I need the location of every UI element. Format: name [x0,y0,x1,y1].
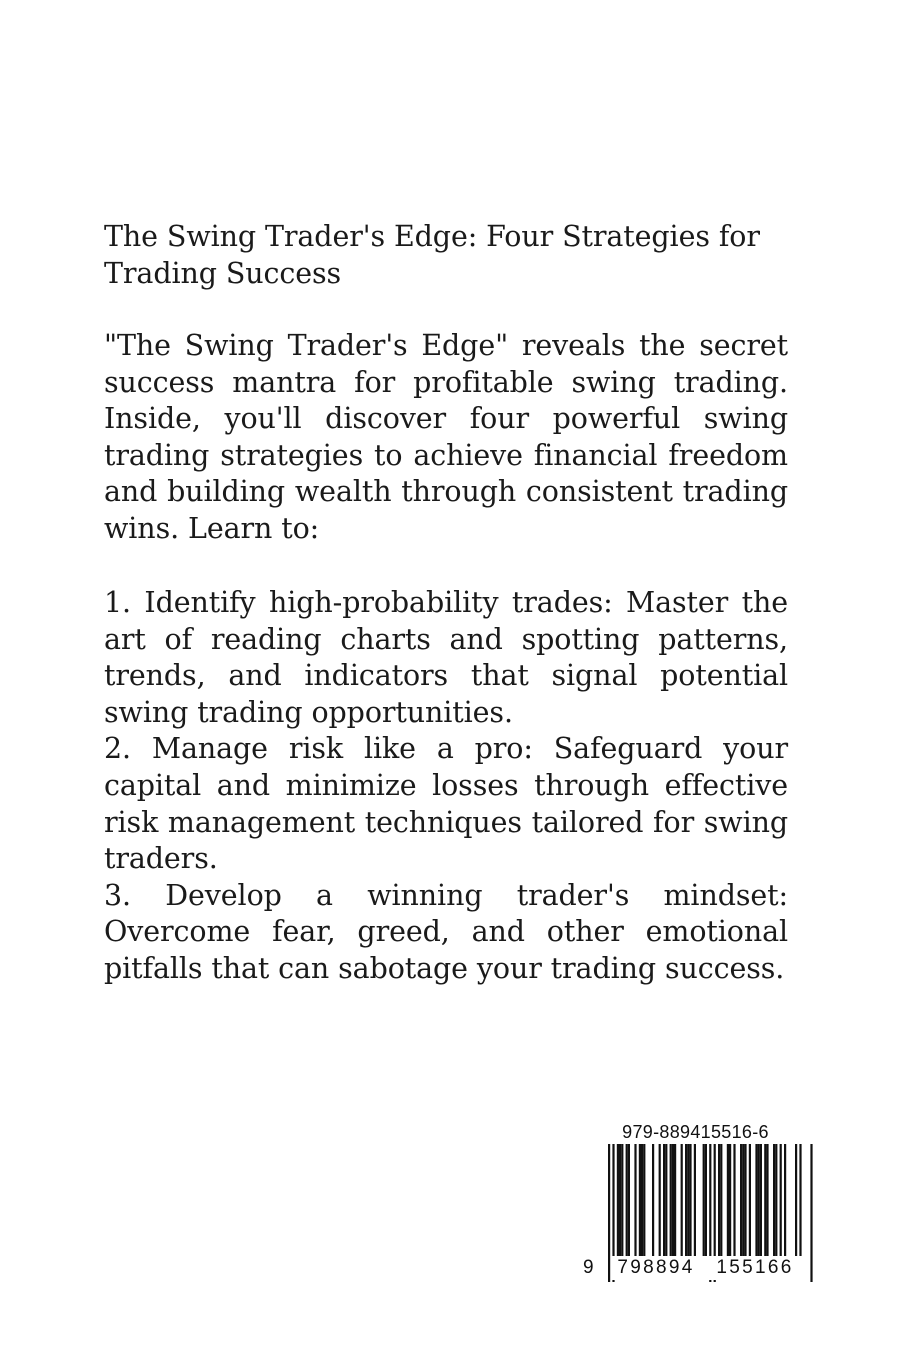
barcode-bar [758,1144,760,1256]
barcode-bar [665,1144,667,1256]
barcode-bar [744,1144,746,1256]
barcode-bar [672,1144,674,1256]
strategy-list [104,585,788,988]
barcode-bar [626,1144,628,1256]
barcode-bar [705,1144,707,1256]
book-title-text: The Swing Trader's Edge: Four Strategies for Trading Success [104,220,760,290]
barcode-bar [733,1144,735,1256]
barcode-bar [810,1144,812,1282]
barcode-bar [689,1144,691,1256]
barcode-bar [727,1144,729,1256]
barcode-right-digits: 155166 [709,1256,801,1280]
barcode-bar [720,1144,722,1256]
barcode-bar [742,1144,744,1256]
list-item: 3. Develop a winning trader's mindset: Overcome fear, greed, and other emotional pitfalls that can sabotage your trading success. [104,878,788,985]
barcode-bar [740,1144,742,1256]
barcode-bar [608,1144,610,1282]
barcode-bar [621,1144,623,1256]
barcode-bar [764,1144,766,1256]
barcode-bar [619,1144,621,1256]
barcode-bar [795,1144,797,1256]
barcode-bar [659,1144,661,1256]
barcode-bar [687,1144,689,1256]
list-item: 1. Identify high-probability trades: Master the art of reading charts and spotting patterns, trends, and indicators that signal potential swing trading opportunities. [104,586,788,729]
barcode-bar [617,1144,619,1256]
barcode-bar [773,1144,775,1256]
barcode-bar [681,1144,683,1256]
barcode-bar [674,1144,676,1256]
barcode-bar [775,1144,777,1256]
barcode-bar [639,1144,641,1256]
description-text: "The Swing Trader's Edge" reveals the secret success mantra for profitable swing trading. Inside, you'll discover four powerful swing trading strategies to achieve financial freedom and building wealth through consistent trading wins. Learn to: [104,329,788,545]
barcode-bar [641,1144,643,1256]
barcode-bar [643,1144,645,1256]
barcode-bar [729,1144,731,1256]
barcode-bar [799,1144,801,1256]
barcode-bar [670,1144,672,1256]
isbn-number: 979-889415516-6 [622,1122,769,1142]
barcode-bar [784,1144,786,1256]
barcode-bar [718,1144,720,1256]
barcode-bar [694,1144,696,1256]
barcode-bar [749,1144,751,1256]
barcode-bar [703,1144,705,1256]
barcode-first-digit: 9 [583,1257,596,1278]
barcode-bar [685,1144,687,1256]
barcode-bar [760,1144,762,1256]
barcode-bar [628,1144,630,1256]
barcode-bar [780,1144,782,1256]
barcode-bar [755,1144,757,1256]
barcode-left-digits: 798894 [611,1256,701,1280]
book-description [104,328,788,548]
barcode-bar [652,1144,654,1256]
book-title [104,219,788,292]
barcode-bar [663,1144,665,1256]
barcode-bar [766,1144,768,1256]
list-item: 2. Manage risk like a pro: Safeguard your capital and minimize losses through effective risk management techniques tailored for swing traders. [104,732,788,876]
barcode-bar [634,1144,636,1256]
